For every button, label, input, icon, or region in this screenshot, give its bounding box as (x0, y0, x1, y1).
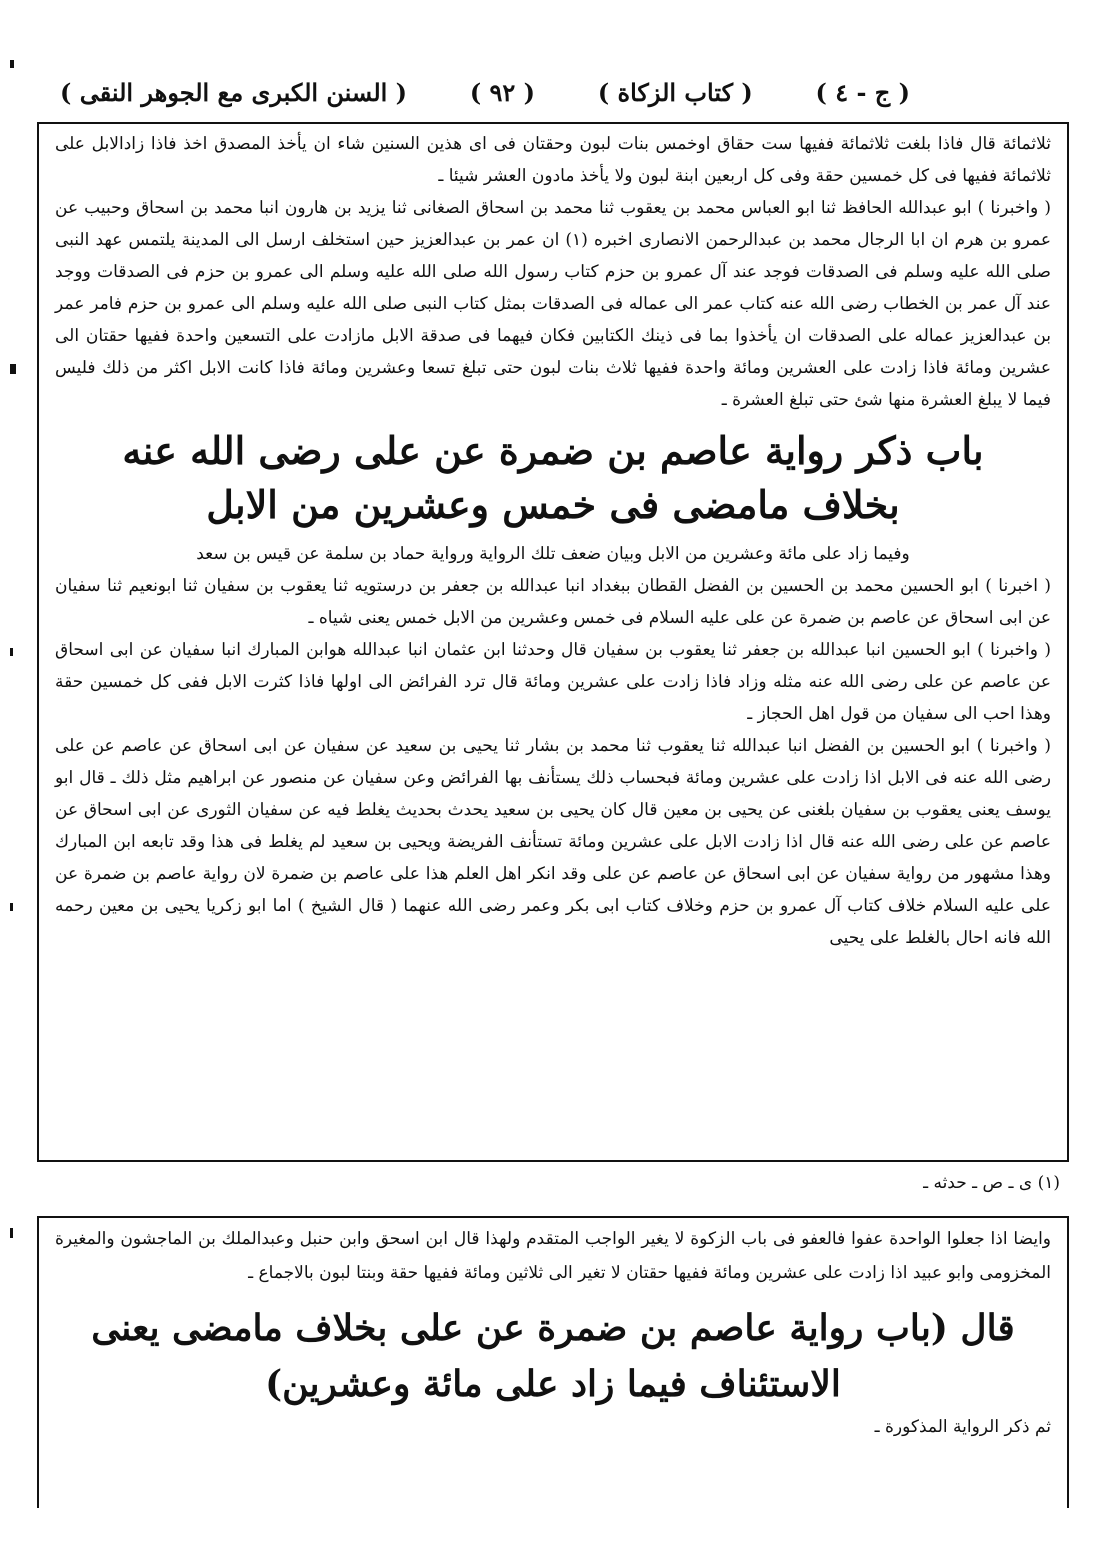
commentary-heading-line: قال (باب رواية عاصم بن ضمرة عن على بخلاف مامضى يعنى (91, 1307, 1015, 1349)
page-number: ( ٩٢ ) (469, 77, 536, 107)
commentary-closing: ثم ذكر الرواية المذكورة ـ (874, 1417, 1051, 1437)
chapter-heading (55, 424, 1051, 532)
chapter-heading-line: باب ذكر رواية عاصم بن ضمرة عن على رضى الله عنه (122, 428, 984, 473)
commentary-heading-line: الاستئناف فيما زاد على مائة وعشرين) (265, 1363, 841, 1405)
chapter-heading-line: بخلاف مامضى فى خمس وعشرين من الابل (206, 482, 900, 527)
margin-mark (10, 903, 13, 911)
margin-mark (10, 1228, 13, 1238)
paragraph: ثلاثمائة قال فاذا بلغت ثلاثمائة ففيها ست حقاق اوخمس بنات لبون وحقتان فى اى هذين السنين شاء ان يأخذ المصدق اخذ فاذا زادالابل على ثلاثمائة ففيها فى كل خمسين حقة وفى كل اربعين ابنة لبون ولا يأخذ مادون العشر شيئا ـ (55, 134, 1051, 186)
paragraph: ( واخبرنا ) ابو الحسين انبا عبدالله بن جعفر ثنا يعقوب بن سفيان قال وحدثنا ابن عثمان انبا عبدالله هوابن المبارك انبا سفيان عن ابى اسحاق عن عاصم عن على رضى الله عنه مثله وزاد فاذا زادت على عشرين ومائة قال ترد الفرائض الى اولها فاذا كثرت الابل ففى كل خمسين حقة وهذا احب الى سفيان من قول اهل الحجاز ـ (55, 640, 1051, 724)
paragraph: ( واخبرنا ) ابو الحسين بن الفضل انبا عبدالله ثنا يعقوب ثنا محمد بن بشار ثنا يحيى بن سعيد عن سفيان عن ابى اسحاق عن عاصم عن على رضى الله عنه فى الابل اذا زادت على عشرين ومائة فبحساب ذلك يستأنف بها الفرائض وعن سفيان عن منصور عن ابراهيم مثل ذلك ـ قال ابو يوسف يعنى يعقوب بن سفيان بلغنى عن يحيى بن معين قال كان يحيى بن سعيد يحدث بحديث يغلط فيه عن سفيان الثورى عن ابى اسحاق عن عاصم عن على رضى الله عنه قال اذا زادت الابل على عشرين ومائة تستأنف الفريضة ويحيى بن سعيد لم يغلط فى هذا وقد تابعه ابن المبارك وهذا مشهور من رواية سفيان عن ابى اسحاق عن عاصم عن على وقد انكر اهل العلم هذا على عاصم بن ضمرة لان رواية عاصم بن ضمرة عن على عليه السلام خلاف كتاب آل عمرو بن حزم وخلاف كتاب ابى بكر وعمر رضى الله عنهما ( قال الشيخ ) اما ابو زكريا يحيى بن معين رحمه الله فانه احال بالغلط على يحيى (55, 736, 1051, 948)
paragraph: ( اخبرنا ) ابو الحسين محمد بن الحسين بن الفضل القطان ببغداد انبا عبدالله بن جعفر بن درستويه ثنا يعقوب بن سفيان ثنا ابونعيم ثنا سفيان عن ابى اسحاق عن عاصم بن ضمرة عن على عليه السلام فى خمس وعشرين من الابل خمس يعنى شياه ـ (55, 576, 1051, 628)
margin-mark (10, 648, 13, 656)
paragraph: ( واخبرنا ) ابو عبدالله الحافظ ثنا ابو العباس محمد بن يعقوب ثنا محمد بن اسحاق الصغانى ثنا يزيد بن هارون انبا محمد بن اسحاق وحبيب عن عمرو بن هرم ان ابا الرجال محمد بن عبدالرحمن الانصارى اخبره (١) ان عمر بن عبدالعزيز حين استخلف ارسل الى المدينة يلتمس عهد النبى صلى الله عليه وسلم فى الصدقات فوجد عند آل عمرو بن حزم كتاب رسول الله صلى الله عليه وسلم الى عمرو بن حزم فى الصدقات ووجد عند آل عمر بن الخطاب رضى الله عنه كتاب عمر الى عماله فى الصدقات بمثل كتاب النبى صلى الله عليه وسلم الى عمرو بن حزم فامر عمر بن عبدالعزيز عماله على الصدقات ان يأخذوا بما فى ذينك الكتابين فكان فيهما فى صدقة الابل مازادت على التسعين واحدة ففيها حقتان الى عشرين ومائة فاذا زادت على العشرين ومائة واحدة ففيها ثلاث بنات لبون حتى تبلغ تسعا وعشرين ومائة فاذا كانت الابل اكثر من ذلك فليس فيما لا يبلغ العشرة منها شئ حتى تبلغ العشرة ـ (55, 198, 1051, 410)
commentary-frame (37, 1218, 1069, 1508)
margin-mark (10, 60, 14, 68)
main-text (39, 124, 1067, 954)
section-title: ( كتاب الزكاة ) (597, 77, 753, 107)
commentary-heading (55, 1300, 1051, 1412)
commentary-text (39, 1218, 1067, 1442)
running-header (60, 70, 910, 114)
main-bottom-rule (37, 1160, 1069, 1162)
volume-number: ( ج - ٤ ) (815, 77, 910, 107)
margin-mark (10, 364, 16, 374)
paragraph: وفيما زاد على مائة وعشرين من الابل وبيان ضعف تلك الرواية ورواية حماد بن سلمة عن قيس بن سعد (196, 544, 910, 564)
footnote: (١) ى ـ ص ـ حدثه ـ (923, 1173, 1060, 1193)
commentary-paragraph: وايضا اذا جعلوا الواحدة عفوا فالعفو فى باب الزكوة لا يغير الواجب المتقدم ولهذا قال ابن اسحق وابن حنبل وعبدالملك بن الماجشون والمغيرة المخزومى وابو عبيد اذا زادت على عشرين ومائة ففيها حقتان لا تغير الى ثلاثين ومائة ففيها حقة وبنتا لبون بالاجماع ـ (55, 1229, 1051, 1283)
book-title: ( السنن الكبرى مع الجوهر النقى ) (60, 77, 408, 107)
main-text-frame (37, 122, 1069, 1162)
